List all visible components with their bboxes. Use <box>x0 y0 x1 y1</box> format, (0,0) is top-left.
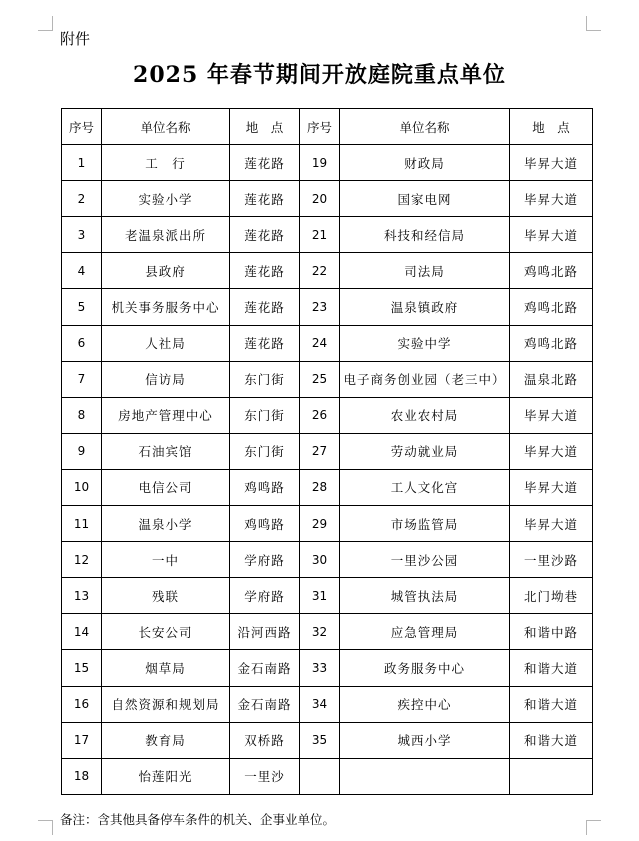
cell-no: 1 <box>62 145 102 181</box>
cell-no <box>300 758 340 794</box>
cell-location: 毕昇大道 <box>510 181 593 217</box>
cell-location: 和谐大道 <box>510 686 593 722</box>
cell-location: 一里沙 <box>230 758 300 794</box>
cell-location: 一里沙路 <box>510 542 593 578</box>
cell-unit-name: 信访局 <box>102 361 230 397</box>
cell-unit-name: 实验小学 <box>102 181 230 217</box>
cell-no: 3 <box>62 217 102 253</box>
cell-unit-name: 应急管理局 <box>340 614 510 650</box>
table-row <box>62 614 593 650</box>
cell-unit-name: 县政府 <box>102 253 230 289</box>
header-cell-location: 地 点 <box>510 109 593 145</box>
cell-location: 北门坳巷 <box>510 578 593 614</box>
cell-no: 12 <box>62 542 102 578</box>
table-row <box>62 650 593 686</box>
page-corner-mark <box>38 820 53 835</box>
table-row <box>62 433 593 469</box>
cell-unit-name: 温泉镇政府 <box>340 289 510 325</box>
cell-unit-name: 烟草局 <box>102 650 230 686</box>
cell-no: 19 <box>300 145 340 181</box>
cell-location: 毕昇大道 <box>510 145 593 181</box>
cell-no: 23 <box>300 289 340 325</box>
cell-location: 毕昇大道 <box>510 506 593 542</box>
cell-location: 和谐中路 <box>510 614 593 650</box>
table-row <box>62 397 593 433</box>
cell-no: 29 <box>300 506 340 542</box>
cell-no: 35 <box>300 722 340 758</box>
document-title: 2025 年春节期间开放庭院重点单位 <box>133 62 506 88</box>
page-corner-mark <box>38 16 53 31</box>
cell-unit-name <box>340 758 510 794</box>
cell-location: 莲花路 <box>230 253 300 289</box>
cell-unit-name: 长安公司 <box>102 614 230 650</box>
cell-location: 毕昇大道 <box>510 397 593 433</box>
cell-no: 11 <box>62 506 102 542</box>
table-row <box>62 542 593 578</box>
cell-no: 34 <box>300 686 340 722</box>
cell-no: 18 <box>62 758 102 794</box>
cell-location: 温泉北路 <box>510 361 593 397</box>
cell-no: 27 <box>300 433 340 469</box>
table-row <box>62 145 593 181</box>
cell-no: 21 <box>300 217 340 253</box>
cell-location: 学府路 <box>230 542 300 578</box>
cell-unit-name: 温泉小学 <box>102 506 230 542</box>
table-row <box>62 578 593 614</box>
cell-location: 东门街 <box>230 361 300 397</box>
cell-location: 莲花路 <box>230 289 300 325</box>
cell-location: 莲花路 <box>230 325 300 361</box>
cell-no: 24 <box>300 325 340 361</box>
cell-unit-name: 房地产管理中心 <box>102 397 230 433</box>
cell-no: 32 <box>300 614 340 650</box>
cell-no: 25 <box>300 361 340 397</box>
table-row <box>62 469 593 505</box>
cell-unit-name: 实验中学 <box>340 325 510 361</box>
cell-no: 31 <box>300 578 340 614</box>
table-row <box>62 361 593 397</box>
header-cell-location: 地 点 <box>230 109 300 145</box>
cell-no: 16 <box>62 686 102 722</box>
table-row <box>62 722 593 758</box>
cell-location: 和谐大道 <box>510 722 593 758</box>
cell-no: 5 <box>62 289 102 325</box>
table-row <box>62 217 593 253</box>
cell-unit-name: 科技和经信局 <box>340 217 510 253</box>
attachment-label: 附件 <box>60 30 91 48</box>
cell-unit-name: 残联 <box>102 578 230 614</box>
cell-location: 沿河西路 <box>230 614 300 650</box>
cell-location: 双桥路 <box>230 722 300 758</box>
cell-location: 鸡鸣北路 <box>510 253 593 289</box>
cell-location: 莲花路 <box>230 181 300 217</box>
cell-location: 毕昇大道 <box>510 217 593 253</box>
cell-unit-name: 怡莲阳光 <box>102 758 230 794</box>
table-row <box>62 686 593 722</box>
cell-no: 20 <box>300 181 340 217</box>
units-table <box>61 108 593 795</box>
cell-no: 17 <box>62 722 102 758</box>
cell-unit-name: 电信公司 <box>102 469 230 505</box>
cell-location: 金石南路 <box>230 650 300 686</box>
cell-unit-name: 工 行 <box>102 145 230 181</box>
cell-unit-name: 国家电网 <box>340 181 510 217</box>
cell-no: 14 <box>62 614 102 650</box>
cell-no: 13 <box>62 578 102 614</box>
cell-location: 鸡鸣北路 <box>510 325 593 361</box>
cell-unit-name: 一里沙公园 <box>340 542 510 578</box>
cell-no: 15 <box>62 650 102 686</box>
cell-location: 毕昇大道 <box>510 433 593 469</box>
cell-no: 22 <box>300 253 340 289</box>
cell-no: 33 <box>300 650 340 686</box>
cell-location: 金石南路 <box>230 686 300 722</box>
cell-no: 4 <box>62 253 102 289</box>
header-cell-no: 序号 <box>62 109 102 145</box>
cell-location: 莲花路 <box>230 145 300 181</box>
cell-no: 2 <box>62 181 102 217</box>
cell-no: 9 <box>62 433 102 469</box>
cell-unit-name: 政务服务中心 <box>340 650 510 686</box>
cell-unit-name: 老温泉派出所 <box>102 217 230 253</box>
cell-location: 学府路 <box>230 578 300 614</box>
cell-location: 毕昇大道 <box>510 469 593 505</box>
cell-no: 30 <box>300 542 340 578</box>
cell-unit-name: 司法局 <box>340 253 510 289</box>
table-header-row <box>62 109 593 145</box>
cell-unit-name: 城管执法局 <box>340 578 510 614</box>
header-cell-name: 单位名称 <box>340 109 510 145</box>
cell-location: 鸡鸣路 <box>230 469 300 505</box>
page-corner-mark <box>586 16 601 31</box>
cell-no: 26 <box>300 397 340 433</box>
footnote: 备注：含其他具备停车条件的机关、企事业单位。 <box>60 812 336 827</box>
table-row <box>62 253 593 289</box>
cell-unit-name: 机关事务服务中心 <box>102 289 230 325</box>
cell-unit-name: 疾控中心 <box>340 686 510 722</box>
cell-unit-name: 石油宾馆 <box>102 433 230 469</box>
header-cell-name: 单位名称 <box>102 109 230 145</box>
cell-unit-name: 农业农村局 <box>340 397 510 433</box>
cell-no: 6 <box>62 325 102 361</box>
cell-unit-name: 财政局 <box>340 145 510 181</box>
table-row <box>62 289 593 325</box>
cell-unit-name: 人社局 <box>102 325 230 361</box>
cell-unit-name: 工人文化宫 <box>340 469 510 505</box>
cell-no: 28 <box>300 469 340 505</box>
cell-unit-name: 城西小学 <box>340 722 510 758</box>
cell-unit-name: 自然资源和规划局 <box>102 686 230 722</box>
cell-no: 7 <box>62 361 102 397</box>
cell-unit-name: 劳动就业局 <box>340 433 510 469</box>
table-row <box>62 506 593 542</box>
cell-location: 鸡鸣路 <box>230 506 300 542</box>
cell-location <box>510 758 593 794</box>
cell-no: 10 <box>62 469 102 505</box>
table-row <box>62 758 593 794</box>
table-row <box>62 181 593 217</box>
cell-location: 东门街 <box>230 397 300 433</box>
cell-location: 东门街 <box>230 433 300 469</box>
table-row <box>62 325 593 361</box>
cell-location: 鸡鸣北路 <box>510 289 593 325</box>
cell-unit-name: 电子商务创业园（老三中） <box>340 361 510 397</box>
cell-unit-name: 教育局 <box>102 722 230 758</box>
page-corner-mark <box>586 820 601 835</box>
cell-location: 莲花路 <box>230 217 300 253</box>
cell-no: 8 <box>62 397 102 433</box>
cell-location: 和谐大道 <box>510 650 593 686</box>
cell-unit-name: 市场监管局 <box>340 506 510 542</box>
cell-unit-name: 一中 <box>102 542 230 578</box>
header-cell-no: 序号 <box>300 109 340 145</box>
